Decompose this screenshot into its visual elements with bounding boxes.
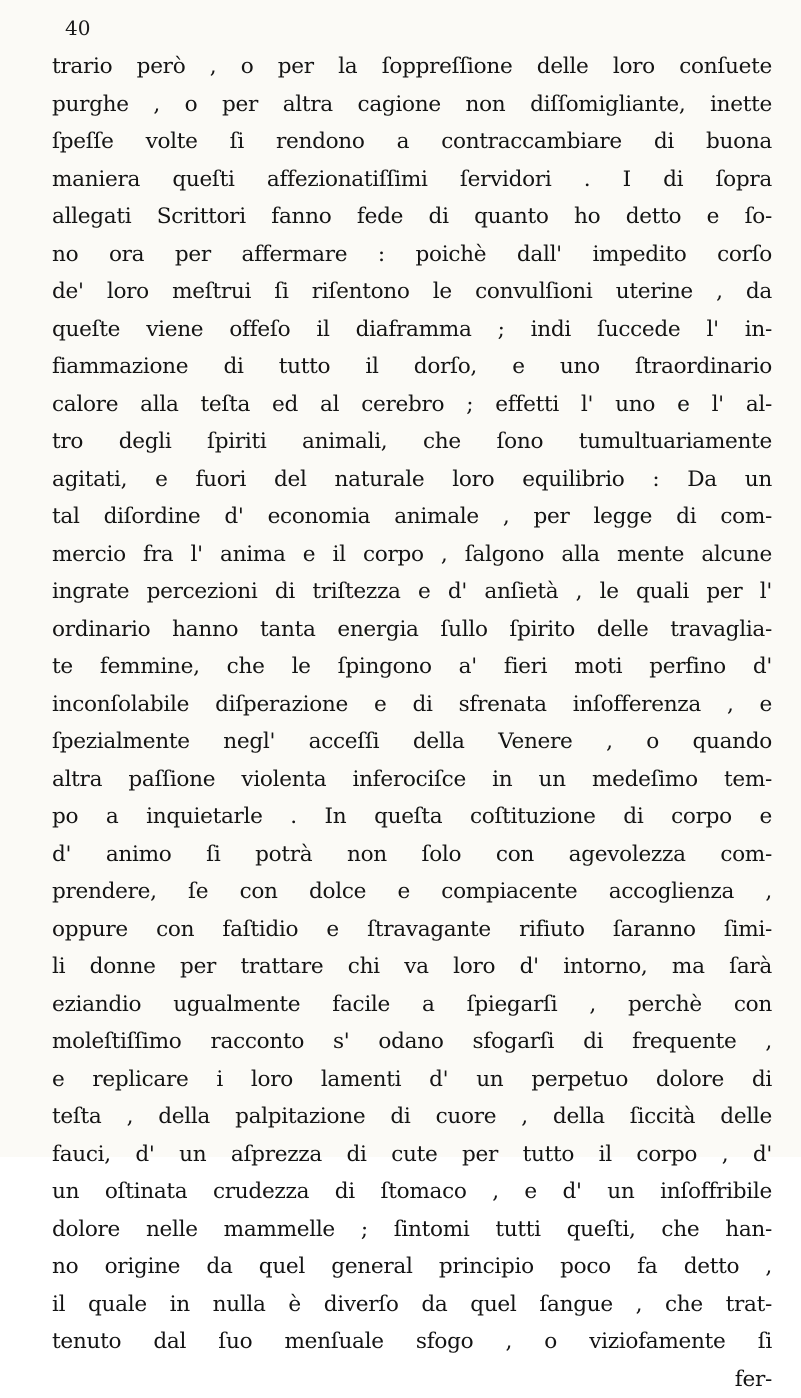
text-line: ingrate percezioni di triſtezza e d' anſietà , le quali per l'	[52, 573, 772, 611]
text-line: li donne per trattare chi va loro d' intorno, ma ſarà	[52, 948, 772, 986]
text-line: d' animo ſi potrà non ſolo con agevolezza com-	[52, 836, 772, 874]
text-line: fiammazione di tutto il dorſo, e uno ſtraordinario	[52, 348, 772, 386]
text-line: prendere, ſe con dolce e compiacente accoglienza ,	[52, 873, 772, 911]
text-line: mercio fra l' anima e il corpo , ſalgono alla mente alcune	[52, 536, 772, 574]
text-line: agitati, e fuori del naturale loro equilibrio : Da un	[52, 461, 772, 499]
text-line: un oſtinata crudezza di ſtomaco , e d' un inſoffribile	[52, 1173, 772, 1211]
text-line: teſta , della palpitazione di cuore , della ſiccità delle	[52, 1098, 772, 1136]
text-line: oppure con faſtidio e ſtravagante rifiuto ſaranno ſimi-	[52, 911, 772, 949]
text-line: no ora per affermare : poichè dall' impedito corſo	[52, 236, 772, 274]
text-line: fauci, d' un aſprezza di cute per tutto il corpo , d'	[52, 1136, 772, 1174]
text-line: tal diſordine d' economia animale , per legge di com-	[52, 498, 772, 536]
text-line: purghe , o per altra cagione non diſſomigliante, inette	[52, 86, 772, 124]
text-line: tro degli ſpiriti animali, che ſono tumultuariamente	[52, 423, 772, 461]
text-line: calore alla teſta ed al cerebro ; effetti l' uno e l' al-	[52, 386, 772, 424]
text-line: po a inquietarle . In queſta coſtituzione di corpo e	[52, 798, 772, 836]
text-line: maniera queſti affezionatiſſimi ſervidori . I di ſopra	[52, 161, 772, 199]
text-line: de' loro meſtrui ſi riſentono le convulſioni uterine , da	[52, 273, 772, 311]
text-line: altra paſſione violenta inferociſce in un medeſimo tem-	[52, 761, 772, 799]
text-line: e replicare i loro lamenti d' un perpetuo dolore di	[52, 1061, 772, 1099]
text-line: ſpeſſe volte ſi rendono a contraccambiare di buona	[52, 123, 772, 161]
text-line: tenuto dal ſuo menſuale sfogo , o viziofamente ſi	[52, 1323, 772, 1361]
text-line: trario però , o per la ſoppreſſione delle loro conſuete	[52, 48, 772, 86]
text-line: eziandio ugualmente facile a ſpiegarſi , perchè con	[52, 986, 772, 1024]
text-line: queſte viene offeſo il diaframma ; indi ſuccede l' in-	[52, 311, 772, 349]
body-text	[52, 48, 772, 1398]
text-line: il quale in nulla è diverſo da quel ſangue , che trat-	[52, 1286, 772, 1324]
text-line: no origine da quel general principio poco fa detto ,	[52, 1248, 772, 1286]
text-line: te femmine, che le ſpingono a' fieri moti perfino d'	[52, 648, 772, 686]
catchword: fer-	[52, 1361, 772, 1398]
page-number: 40	[65, 16, 90, 40]
text-line: inconſolabile diſperazione e di sfrenata inſofferenza , e	[52, 686, 772, 724]
text-line: moleſtiſſimo racconto s' odano sfogarſi di frequente ,	[52, 1023, 772, 1061]
text-line: ſpezialmente negl' acceſſi della Venere , o quando	[52, 723, 772, 761]
text-line: dolore nelle mammelle ; ſintomi tutti queſti, che han-	[52, 1211, 772, 1249]
text-line: allegati Scrittori fanno fede di quanto ho detto e ſo-	[52, 198, 772, 236]
text-line: ordinario hanno tanta energia ſullo ſpirito delle travaglia-	[52, 611, 772, 649]
